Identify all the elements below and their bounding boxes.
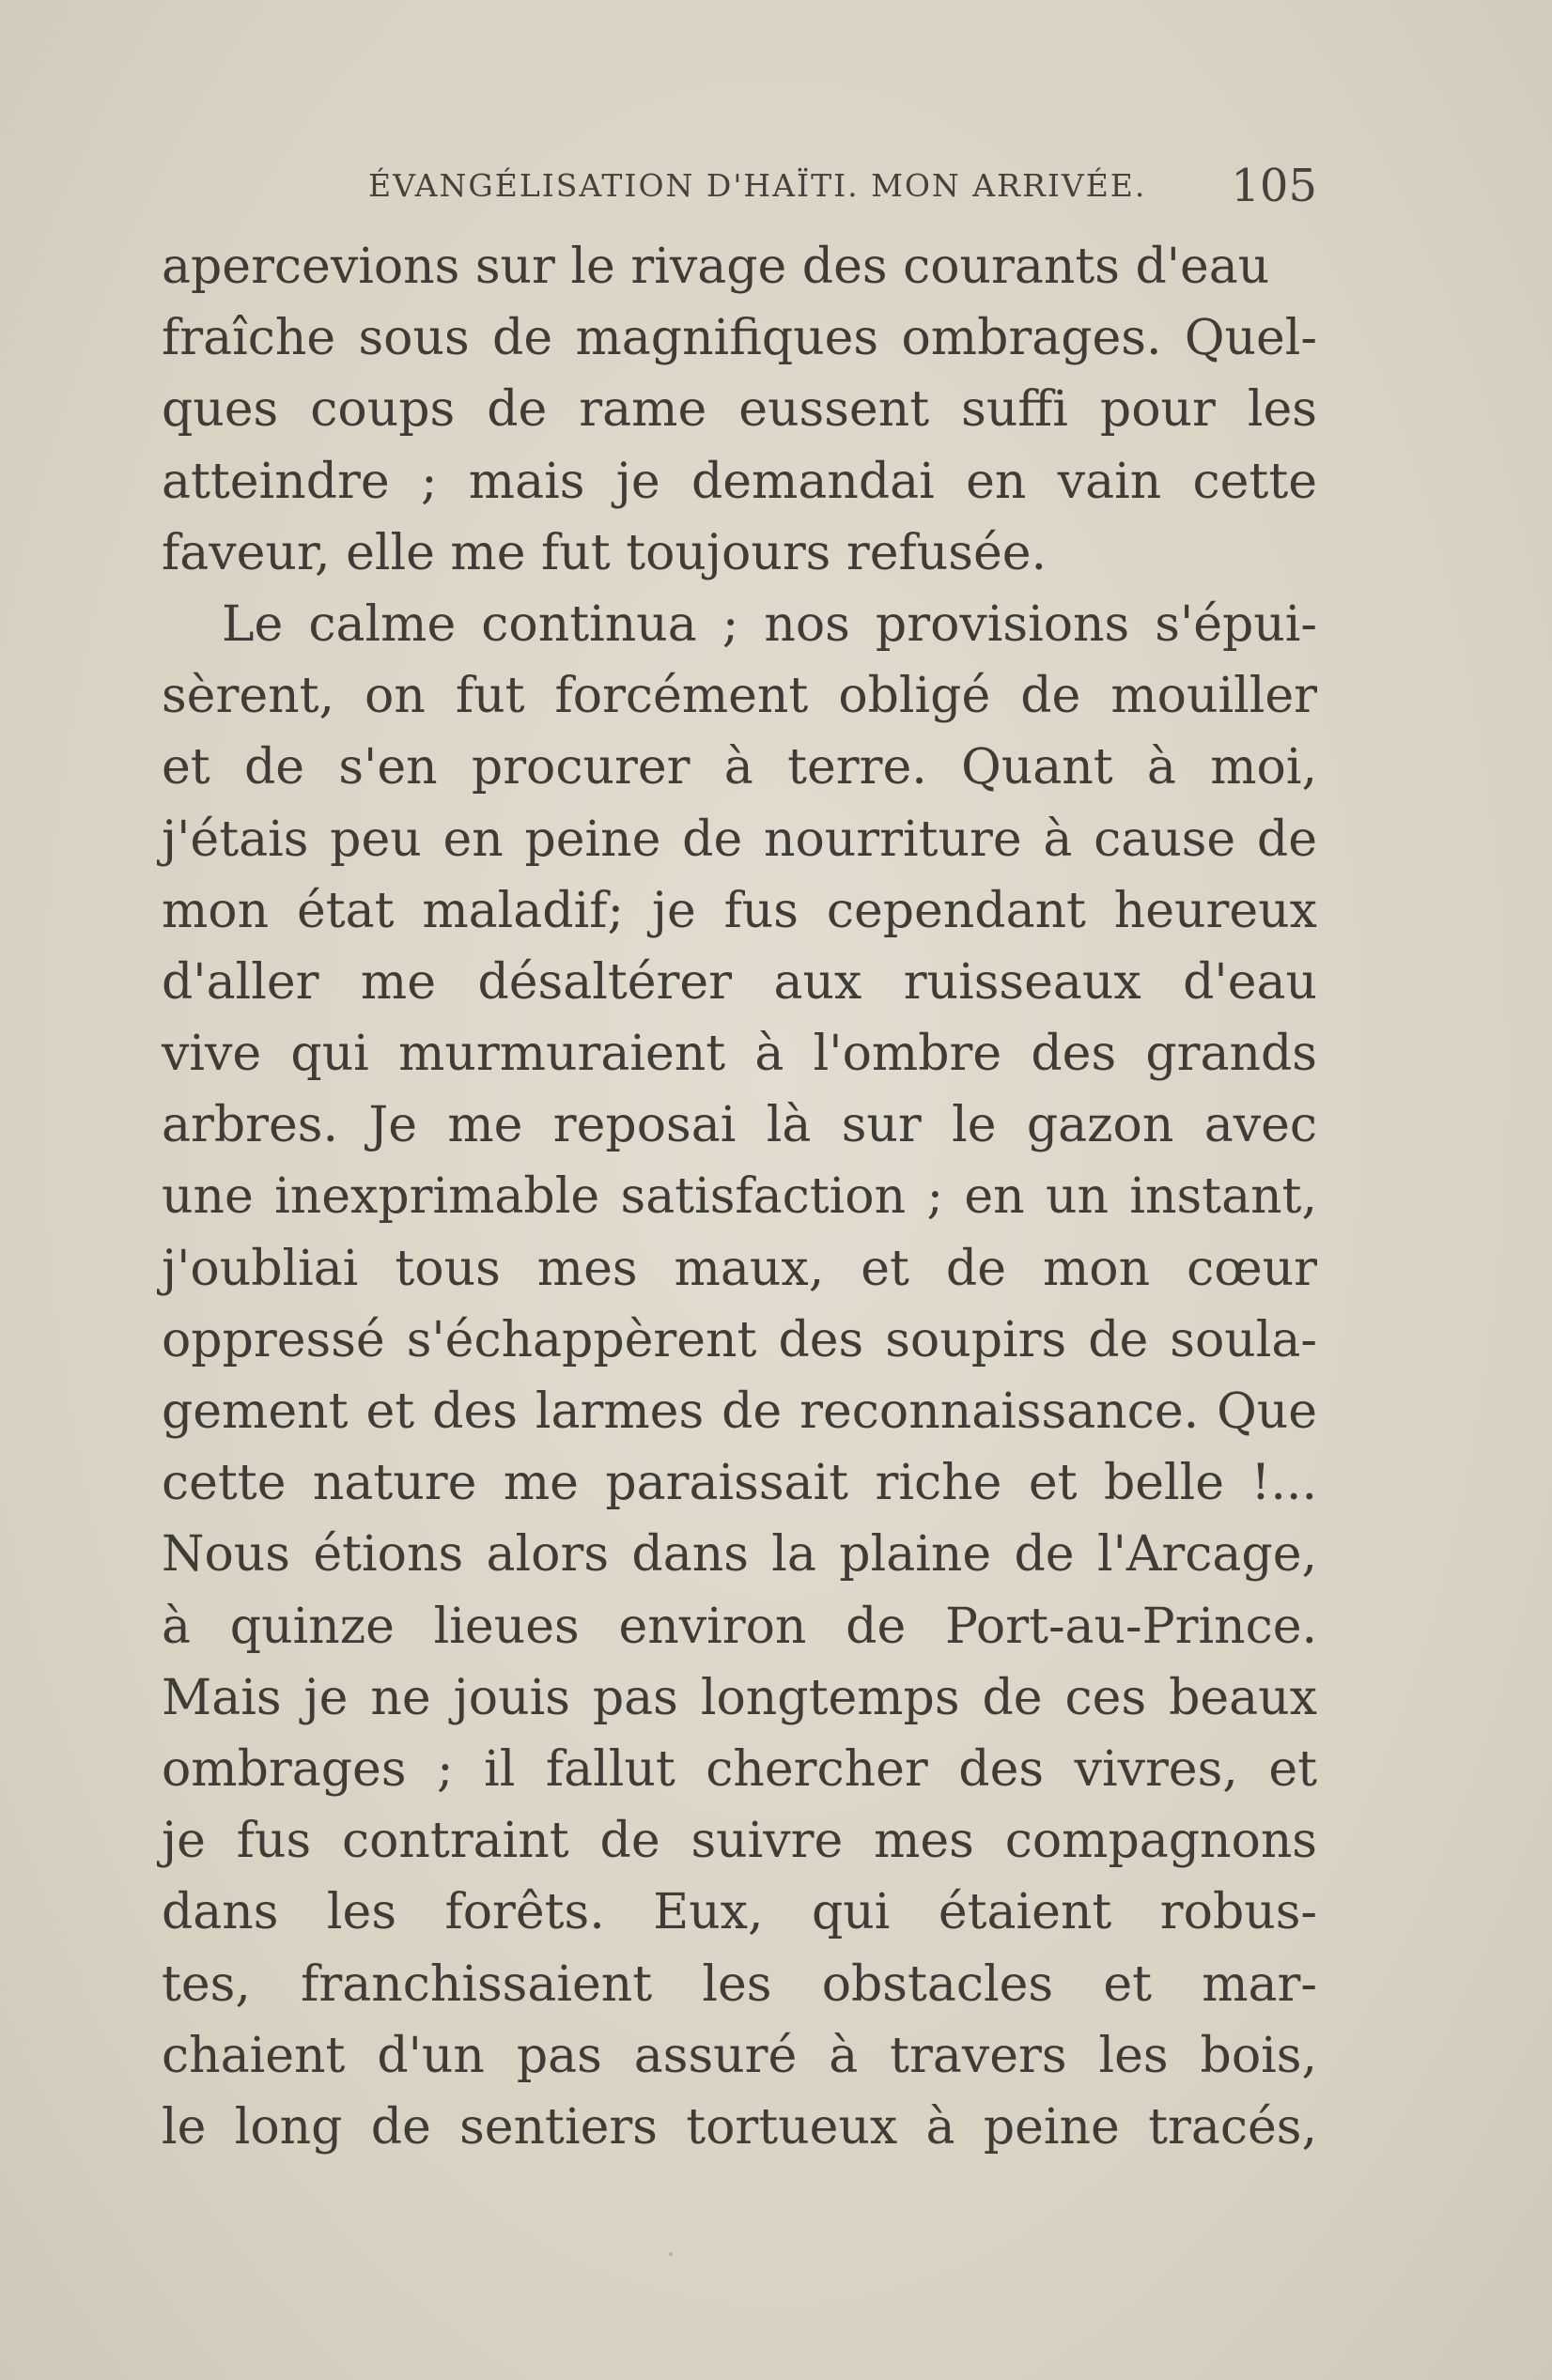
- text-line: apercevions sur le rivage des courants d'eau: [162, 239, 1270, 295]
- text-line: j'étais peu en peine de nourriture à cause de: [162, 811, 1317, 868]
- text-line: vive qui murmuraient à l'ombre des grands: [162, 1026, 1317, 1083]
- text-line: le long de sentiers tortueux à peine tracés,: [162, 2098, 1317, 2156]
- text-line: tes, franchissaient les obstacles et mar-: [162, 1955, 1317, 2013]
- paper-speck: [669, 2252, 673, 2256]
- text-line: je fus contraint de suivre mes compagnons: [162, 1813, 1317, 1870]
- text-line: gement et des larmes de reconnaissance. Que: [162, 1383, 1317, 1440]
- text-line: mon état maladif; je fus cependant heureux: [162, 882, 1317, 939]
- text-line: ombrages ; il fallut chercher des vivres, et: [162, 1740, 1317, 1798]
- text-line: fraîche sous de magnifiques ombrages. Quel-: [162, 310, 1317, 367]
- text-line: et de s'en procurer à terre. Quant à moi,: [162, 739, 1317, 796]
- page-number: 105: [1231, 160, 1317, 212]
- running-head: [368, 160, 1317, 216]
- text-line: une inexprimable satisfaction ; en un instant,: [162, 1168, 1317, 1226]
- text-line: d'aller me désaltérer aux ruisseaux d'eau: [162, 953, 1317, 1011]
- running-title: ÉVANGÉLISATION D'HAÏTI. MON ARRIVÉE.: [368, 167, 1147, 204]
- text-line: dans les forêts. Eux, qui étaient robus-: [162, 1884, 1317, 1941]
- text-line: arbres. Je me reposai là sur le gazon avec: [162, 1097, 1317, 1154]
- text-line: à quinze lieues environ de Port-au-Prince.: [162, 1598, 1317, 1655]
- text-line: sèrent, on fut forcément obligé de mouiller: [162, 668, 1317, 725]
- text-line: oppressé s'échappèrent des soupirs de soula-: [162, 1311, 1317, 1368]
- text-line: Le calme continua ; nos provisions s'épui-: [222, 595, 1317, 653]
- body-text: [162, 231, 1317, 2163]
- text-line: cette nature me paraissait riche et belle !...: [162, 1455, 1317, 1512]
- text-line: j'oubliai tous mes maux, et de mon cœur: [162, 1240, 1317, 1297]
- text-line: Mais je ne jouis pas longtemps de ces beaux: [162, 1669, 1317, 1726]
- text-line: ques coups de rame eussent suffi pour les: [162, 381, 1317, 439]
- text-line: chaient d'un pas assuré à travers les bois,: [162, 2027, 1317, 2084]
- text-line: Nous étions alors dans la plaine de l'Arcage,: [162, 1526, 1317, 1584]
- text-line: atteindre ; mais je demandai en vain cette: [162, 453, 1317, 510]
- text-line: faveur, elle me fut toujours refusée.: [162, 524, 1048, 581]
